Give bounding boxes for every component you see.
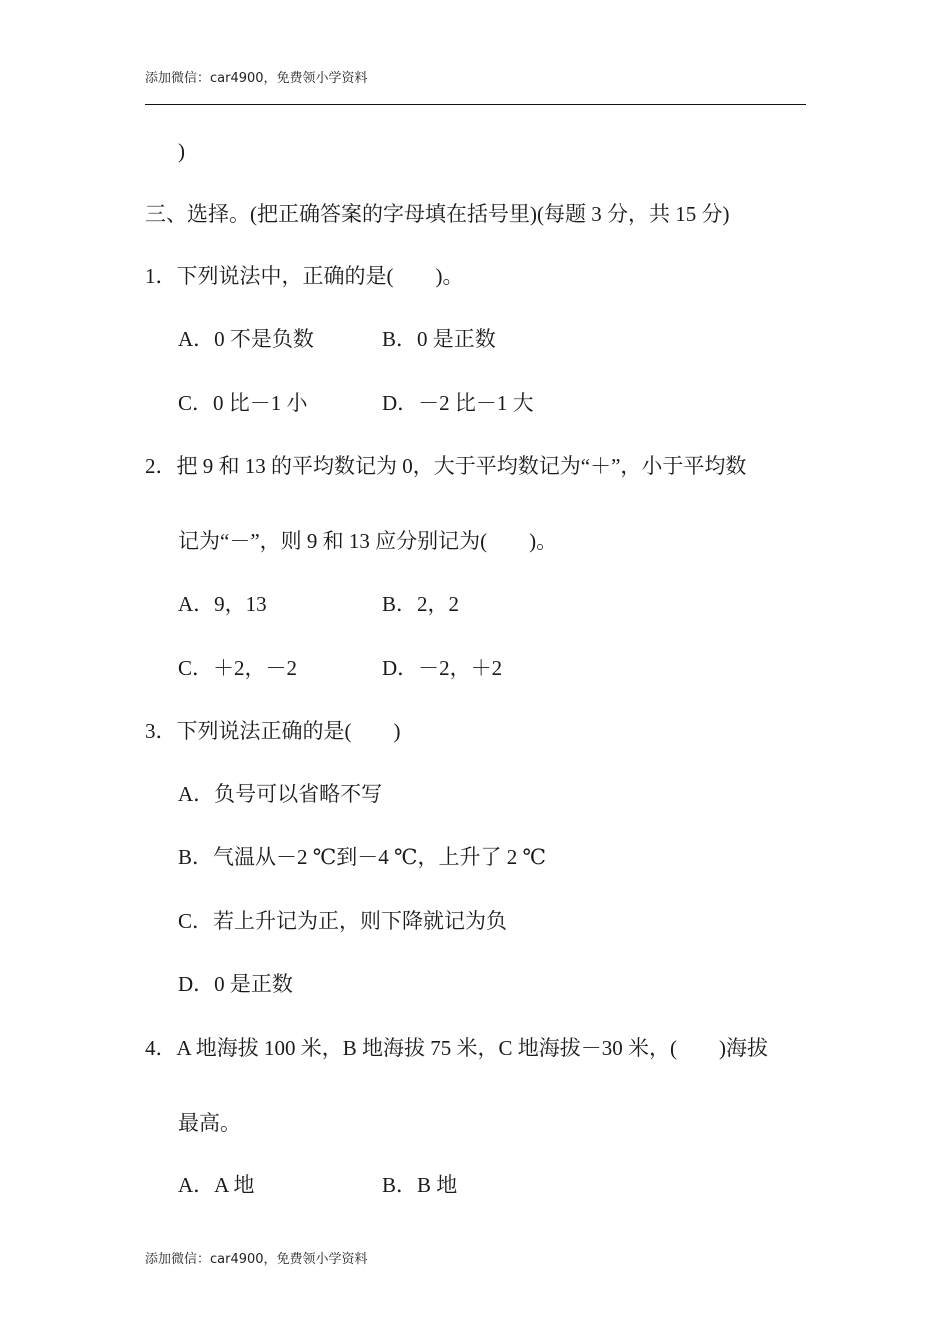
q3-option-c: C．若上升记为正，则下降就记为负 <box>178 909 508 933</box>
q4-option-b: B．B 地 <box>382 1173 458 1197</box>
q1-option-c: C．0 比－1 小 <box>178 391 308 415</box>
q3-option-d: D．0 是正数 <box>178 972 293 996</box>
footer-watermark: 添加微信：car4900，免费领小学资料 <box>145 1252 368 1267</box>
section-title: 三、选择。(把正确答案的字母填在括号里)(每题 3 分，共 15 分) <box>145 202 730 226</box>
q2-option-a: A．9，13 <box>178 592 267 616</box>
header-divider <box>145 104 806 105</box>
q3-stem: 3．下列说法正确的是( ) <box>145 719 401 743</box>
q3-option-a: A．负号可以省略不写 <box>178 782 383 806</box>
q3-option-b: B．气温从－2 ℃到－4 ℃，上升了 2 ℃ <box>178 845 546 869</box>
q2-stem-line1: 2．把 9 和 13 的平均数记为 0，大于平均数记为“＋”，小于平均数 <box>145 454 747 478</box>
q4-stem-line1: 4．A 地海拔 100 米，B 地海拔 75 米，C 地海拔－30 米，( )海拔 <box>145 1036 769 1060</box>
carry-over-paren: ) <box>178 139 185 163</box>
q1-stem: 1．下列说法中，正确的是( )。 <box>145 264 464 288</box>
q2-option-c: C．＋2，－2 <box>178 656 298 680</box>
q4-option-a: A．A 地 <box>178 1173 255 1197</box>
q2-option-d: D．－2，＋2 <box>382 656 503 680</box>
q2-option-b: B．2，2 <box>382 592 460 616</box>
header-watermark: 添加微信：car4900，免费领小学资料 <box>145 71 368 86</box>
q1-option-d: D．－2 比－1 大 <box>382 391 534 415</box>
q1-option-a: A．0 不是负数 <box>178 327 314 351</box>
q2-stem-line2: 记为“－”，则 9 和 13 应分别记为( )。 <box>178 529 558 553</box>
q4-stem-line2: 最高。 <box>178 1111 241 1135</box>
q1-option-b: B．0 是正数 <box>382 327 496 351</box>
